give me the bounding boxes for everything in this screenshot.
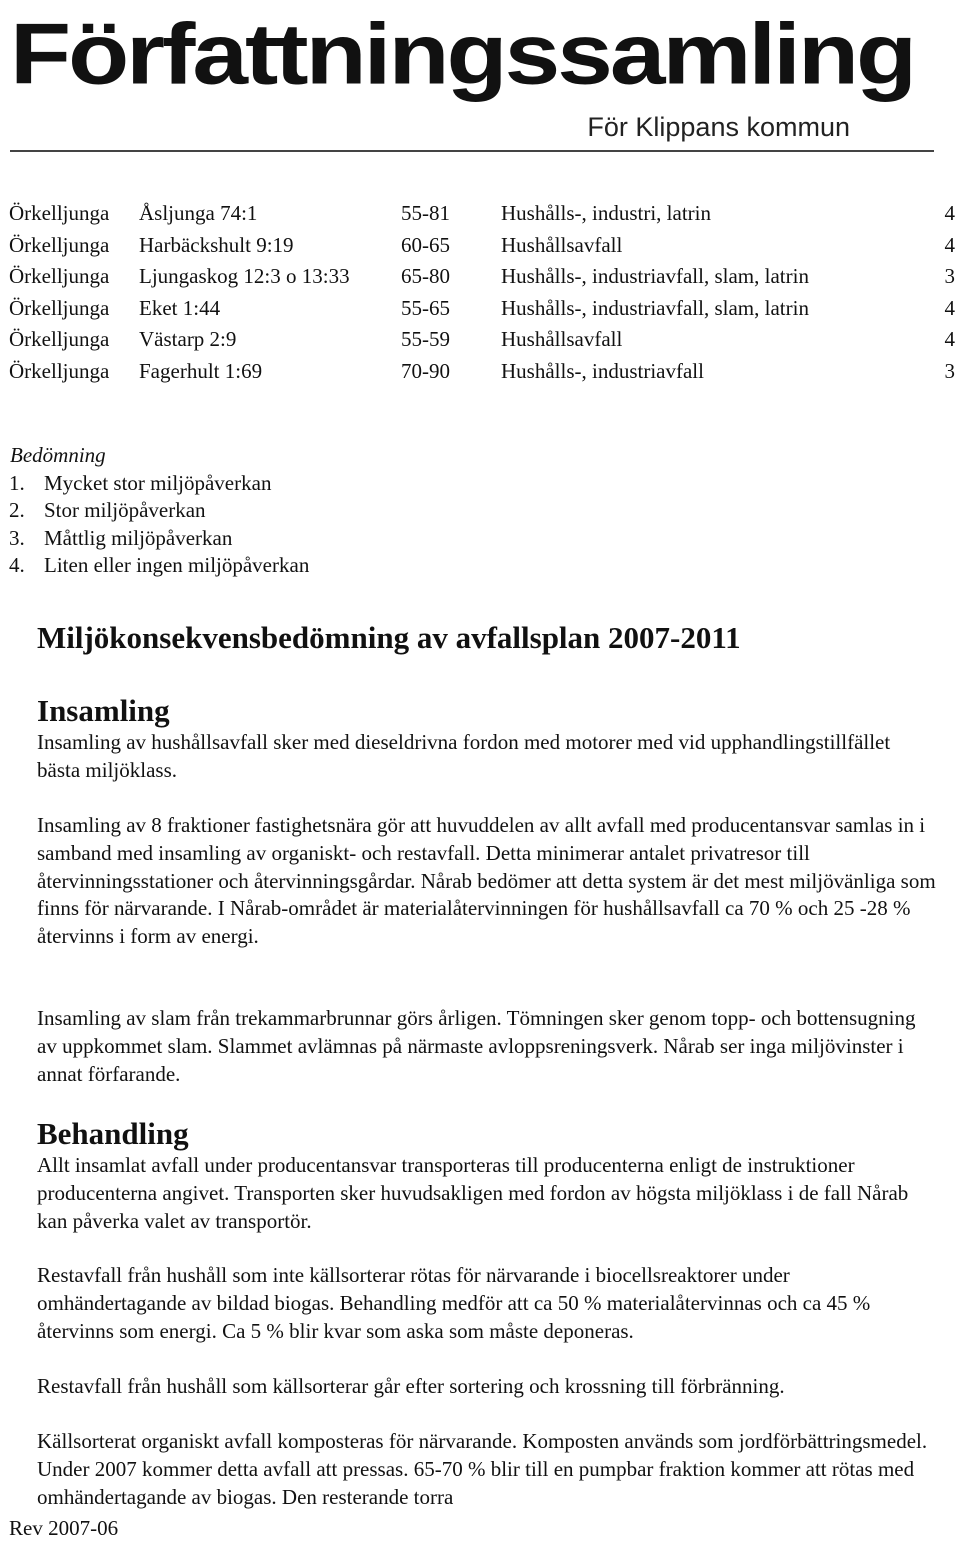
table-row xyxy=(9,198,959,230)
table-cell: Örkelljunga xyxy=(9,232,110,257)
section-heading-behandling: Behandling xyxy=(37,1116,189,1151)
legend-item xyxy=(9,552,309,580)
table-cell: Hushålls-, industri, latrin xyxy=(501,201,711,225)
legend-heading: Bedömning xyxy=(10,443,106,467)
table-cell: 65-80 xyxy=(401,264,450,289)
legend-item xyxy=(9,525,309,553)
legend-number: 2. xyxy=(9,498,25,523)
table-cell: 3 xyxy=(944,358,955,383)
table-cell: 4 xyxy=(944,295,955,320)
table-cell: Västarp 2:9 xyxy=(139,327,237,352)
table-cell: Åsljunga 74:1 xyxy=(139,201,258,225)
legend-text: Mycket stor miljöpåverkan xyxy=(44,470,272,495)
legend-text: Liten eller ingen miljöpåverkan xyxy=(44,553,310,578)
paragraph: Insamling av hushållsavfall sker med dieseldrivna fordon med motorer med vid upphandlingstillfället bästa miljöklass. xyxy=(37,730,891,782)
table-cell: Hushålls-, industriavfall xyxy=(501,358,704,383)
table-cell: Ljungaskog 12:3 o 13:33 xyxy=(139,264,350,289)
table-cell: 60-65 xyxy=(401,232,450,257)
header-rule xyxy=(10,150,934,152)
table-row xyxy=(9,293,959,325)
legend-number: 1. xyxy=(9,470,25,495)
table-cell: Fagerhult 1:69 xyxy=(139,358,263,383)
table-row xyxy=(9,324,959,356)
table-cell: Örkelljunga xyxy=(9,264,110,289)
table-cell: Örkelljunga xyxy=(9,295,110,320)
table-row xyxy=(9,261,959,293)
table-cell: Eket 1:44 xyxy=(139,295,221,320)
table-cell: 4 xyxy=(944,232,955,257)
table-cell: Örkelljunga xyxy=(9,201,110,225)
paragraph: Källsorterat organiskt avfall komposteras för närvarande. Komposten används som jordförbättringsmedel. Under 2007 kommer detta avfall att pressas. 65-70 % blir till en pumpbar fraktion kommer att rötas med omhändertagande av biogas. Den resterande torra xyxy=(37,1429,928,1509)
table-cell: Hushålls-, industriavfall, slam, latrin xyxy=(501,264,809,289)
table-cell: Hushålls-, industriavfall, slam, latrin xyxy=(501,295,809,320)
revision-footer: Rev 2007-06 xyxy=(9,1516,119,1540)
table-row xyxy=(9,356,959,388)
table-cell: 70-90 xyxy=(401,358,450,383)
table-cell: 4 xyxy=(944,201,955,225)
legend-number: 4. xyxy=(9,553,25,578)
document-title: Miljökonsekvensbedömning av avfallsplan 2007-2011 xyxy=(37,620,741,655)
table-cell: 55-81 xyxy=(401,201,450,225)
logo-subtitle: För Klippans kommun xyxy=(587,112,850,142)
table-cell: Hushållsavfall xyxy=(501,232,623,257)
logo-title: Författningssamling xyxy=(10,6,915,103)
legend-number: 3. xyxy=(9,525,25,550)
table-cell: 55-59 xyxy=(401,327,450,352)
legend-text: Stor miljöpåverkan xyxy=(44,498,206,523)
table-cell: 4 xyxy=(944,327,955,352)
table-cell: Örkelljunga xyxy=(9,327,110,352)
table-cell: Örkelljunga xyxy=(9,358,110,383)
paragraph: Restavfall från hushåll som inte källsorterar rötas för närvarande i biocellsreaktorer under omhändertagande av bildad biogas. Behandling medför att ca 50 % materialåtervinnas och ca 45 % återvinns som energi. Ca 5 % blir kvar som aska som måste deponeras. xyxy=(37,1263,871,1343)
legend-item xyxy=(9,497,309,525)
landfill-table xyxy=(9,198,959,388)
paragraph: Restavfall från hushåll som källsorterar går efter sortering och krossning till förbränning. xyxy=(37,1374,785,1398)
table-cell: 3 xyxy=(944,264,955,289)
paragraph: Insamling av 8 fraktioner fastighetsnära gör att huvuddelen av allt avfall med producentansvar samlas in i samband med insamling av organiskt- och restavfall. Detta minimerar antalet privatresor till återvinningsstationer och återvinningsgårdar. Nårab bedömer att detta system är det mest miljövänliga som finns för närvarande. I Nårab-området är materialåtervinningen för hushållsavfall ca 70 % och 25 -28 % återvinns i form av energi. xyxy=(37,813,936,949)
table-cell: Hushållsavfall xyxy=(501,327,623,352)
section-heading-insamling: Insamling xyxy=(37,693,170,728)
table-row xyxy=(9,230,959,262)
table-cell: 55-65 xyxy=(401,295,450,320)
assessment-legend xyxy=(9,442,309,580)
paragraph: Allt insamlat avfall under producentansvar transporteras till producenterna enligt de instruktioner producenterna angivet. Transporten sker huvudsakligen med fordon av högsta miljöklass i de fall Nårab kan påverka valet av transportör. xyxy=(37,1153,909,1233)
legend-item xyxy=(9,470,309,498)
paragraph: Insamling av slam från trekammarbrunnar görs årligen. Tömningen sker genom topp- och bottensugning av uppkommet slam. Slammet avlämnas på närmaste avloppsreningsverk. Nårab ser inga miljövinster i annat förfarande. xyxy=(37,1006,916,1086)
legend-text: Måttlig miljöpåverkan xyxy=(44,525,233,550)
table-cell: Harbäckshult 9:19 xyxy=(139,232,294,257)
